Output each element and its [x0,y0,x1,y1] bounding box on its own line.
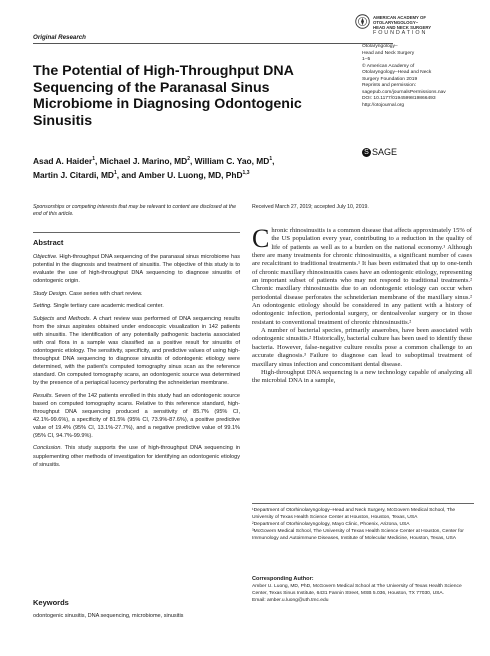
journal-link[interactable]: http://otojournal.org [362,102,405,108]
author-affil-sup: 1 [269,156,273,162]
meta-line: Head and Neck Surgery [362,50,415,56]
abstract-section [33,444,240,468]
abstract-section [33,315,240,387]
body-paragraph-text: hronic rhinosinusitis is a common disease that affects approximately 15% of the US population every year, contributing to a reduction in the quality of life of patients as well as to a burden on the national economy.¹ Although there are many treatments for chronic rhinosinusitis, a significant number of cases are recalcitrant to traditional treatments.¹ It has been estimated that up to one-tenth of chronic maxillary rhinosinusitis cases have an odontogenic etiology, representing an important subset of patients who may not respond to traditional treatments.² Chronic maxillary rhinosinusitis due to an odontogenic etiology can occur when periodontal disease perforates the schneiderian membrane of the maxillary sinus.² An odontogenic etiology should be considered in any patient with a history of odontogenic infection, periodontal surgery, or dentoalveolar surgery or in those resistant to conventional treatment of chronic rhinosinusitis.² [252,227,472,326]
meta-line: © American Academy of [362,63,415,69]
abstract-section [33,302,240,310]
affiliation-rule [252,503,474,504]
logo-foundation-text: FOUNDATION [373,30,428,36]
journal-meta [362,44,484,109]
meta-line: Otolaryngology– [362,44,398,49]
aao-foundation-logo [355,13,480,41]
logo-name-line2: OTOLARYNGOLOGY– [373,20,419,25]
affiliation-item: ¹Department of Otorhinolaryngology–Head and Neck Surgery, McGovern Medical School, The University of Texas Health Science Center at Houston, Houston, Texas, USA [252,508,456,520]
author-name: Martin J. Citardi, MD [33,170,114,181]
abstract-section [33,290,240,298]
abstract-text: High-throughput DNA sequencing of the paranasal sinus microbiome has potential in the diagnosis and treatment of sinusitis. The objective of this study is to evaluate the use of high-throughput DNA sequencing to diagnose sinusitis of odontogenic origin. [33,254,240,285]
abstract-section [33,253,240,285]
abstract-label: Subjects and Methods. [33,315,92,322]
affiliation-item: ³McGovern Medical School, The University of Texas Health Science Center at Houston, Center for Immunology and Autoimmune Diseases, Institute of Molecular Medicine, Houston, Texas, USA [252,529,464,541]
author-name: Asad A. Haider [33,155,93,166]
sage-icon: S [362,148,371,157]
seal-icon [355,14,370,29]
meta-line: Surgery Foundation 2019 [362,76,418,82]
abstract-label: Conclusion. [33,445,62,452]
author-affil-sup: 2 [187,156,190,162]
header-divider [33,43,393,44]
meta-line: Otolaryngology–Head and Neck [362,70,432,75]
author-affil-sup: 1,3 [242,170,250,177]
corresponding-author [252,584,474,605]
body-paragraph: A number of bacterial species, primarily anaerobes, have been associated with odontogenic sinusitis.² Historically, bacterial culture has been used to identify these bacteria. However, false-negative culture results pose a common challenge to an accurate diagnosis.³ Failure to diagnose can lead to suboptimal treatment of maxillary sinus infection and concomitant dental disease. [252,327,472,368]
article-title: The Potential of High-Throughput DNA Sequencing of the Paranasal Sinus Microbiome in Diagnosing Odontogenic Sinusitis [33,63,302,129]
author-list: Asad A. Haider$^1$, Michael J. Marino, $MD^2$, William C. Yao, $MD^1$, Martin J. Citardi, $MD^1$, and Amber U. Luong, MD, PhD$^{1,3}$ [33,155,275,181]
disclosure-note: Sponsorships or competing interests that may be relevant to content are disclosed at the end of this article. [33,204,237,218]
abstract-text: Case series with chart review. [69,290,143,297]
doi-link[interactable]: DOI: 10.1177/0194599819866493 [362,96,436,101]
abstract-heading: Abstract [33,238,64,247]
body-paragraph [252,224,472,327]
abstract-label: Study Design. [33,290,68,297]
publisher-name: SAGE [372,147,398,157]
abstract-body [33,253,240,473]
received-dates: Received March 27, 2019; accepted July 10, 2019. [252,204,369,210]
meta-line: 1–5 [362,57,371,62]
article-body [252,224,472,386]
keywords-list: odontogenic sinusitis, DNA sequencing, microbiome, sinusitis [33,613,184,619]
abstract-text: Seven of the 142 patients enrolled in this study had an odontogenic source based on computed tomography scans. Relative to this reference standard, high-throughput DNA sequencing produced a sensitivity of 85.7% (95% CI, 42.1%-99.6%), a specificity of 81.5% (95% CI, 73.9%-87.6%), a positive predictive value of 19.4% (95% CI, 13.1%-27.7%), and a negative predictive value of 99.1% (95% CI, 94.7%-99.9%). [33,392,241,439]
affiliation-item: ²Department of Otorhinolaryngology, Mayo Clinic, Phoenix, Arizona, USA [252,521,410,527]
logo-name-line3: HEAD AND NECK SURGERY [373,25,432,30]
section-label: Original Research [33,34,86,41]
corresponding-heading: Corresponding Author: [252,576,314,582]
permissions-link[interactable]: sagepub.com/journalsPermissions.nav [362,89,446,95]
corresponding-email[interactable]: Email: amber.u.luong@uth.tmc.edu [252,597,329,603]
author-name: Amber U. Luong, MD, PhD [138,170,243,181]
author-affil-sup: 1 [92,156,96,162]
abstract-label: Setting. [33,303,52,310]
meta-line: Reprints and permission: [362,83,417,88]
affiliations [252,508,474,543]
abstract-section [33,392,240,440]
abstract-label: Objective. [33,254,58,260]
logo-org-name [373,15,478,30]
author-name: Michael J. Marino, MD [99,155,188,166]
abstract-top-rule [33,232,240,233]
body-paragraph: High-throughput DNA sequencing is a new technology capable of analyzing all the microbial DNA in a sample, [252,368,472,385]
abstract-text: A chart review was performed of DNA sequencing results from the sinus aspirates obtained under endoscopic visualization in 142 patients with sinusitis. The identification of any potentially pathogenic bacteria associated with oral flora in a sample was classified as a positive result for sinusitis of odontogenic etiology. The sensitivity, specificity, and predictive values of using high-throughput DNA sequencing to diagnose sinusitis of odontogenic etiology were determined, with the patient's computed tomography sinus scan as the reference standard. On computed tomography scans, an odontogenic source was determined by the presence of a periapical lucency perforating the schneiderian membrane. [33,315,240,387]
logo-name-line1: AMERICAN ACADEMY OF [373,15,426,20]
drop-cap: C [252,224,270,253]
corresponding-address: Amber U. Luong, MD, PhD, McGovern Medical School at The University of Texas Health Science Center, Texas Sinus Institute, 6431 Fannin Street, MSB 5.036, Houston, TX 77030, USA. [252,584,462,596]
keywords-heading: Keywords [33,598,69,607]
abstract-text: This study supports the use of high-throughput DNA sequencing in supplementing other methods of investigation for identifying an odontogenic etiology of sinusitis. [33,445,240,468]
author-affil-sup: 1 [113,170,117,177]
abstract-label: Results. [33,392,54,399]
abstract-text: Single tertiary care academic medical center. [53,303,164,310]
author-name: William C. Yao, MD [194,155,270,166]
